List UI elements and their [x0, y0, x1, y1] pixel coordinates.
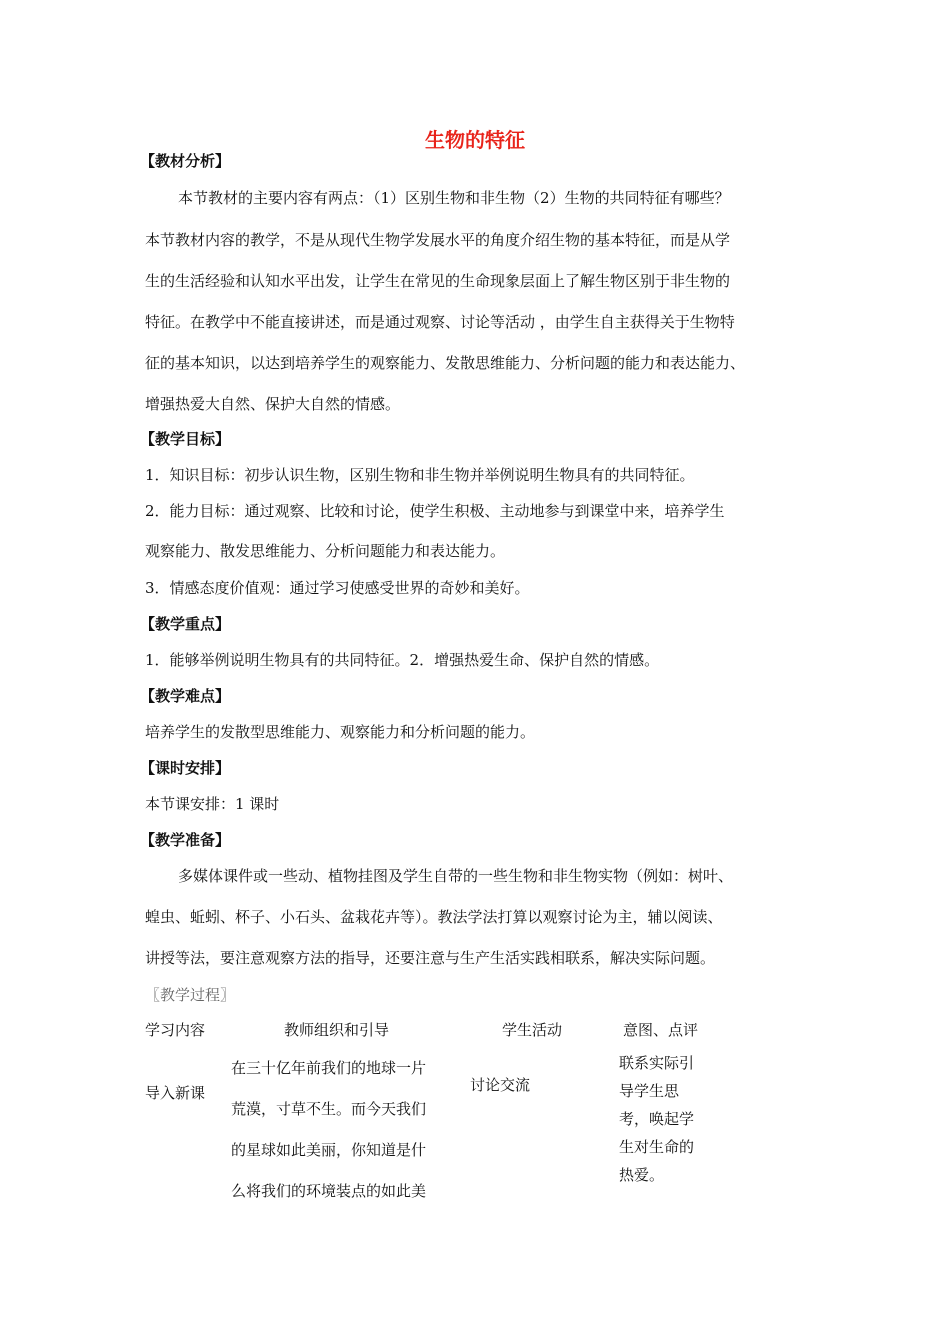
table-cell-teacher-line: 荒漠，寸草不生。而今天我们 [231, 1100, 427, 1118]
section-heading-preparation: 【教学准备】 [140, 831, 231, 849]
table-header-student: 学生活动 [502, 1021, 563, 1039]
section-heading-analysis: 【教材分析】 [140, 152, 231, 170]
table-cell-intent-line: 导学生思 [619, 1082, 680, 1100]
paragraph-line: 1．能够举例说明生物具有的共同特征。2．增强热爱生命、保护自然的情感。 [145, 651, 660, 669]
table-cell-teacher-line: 在三十亿年前我们的地球一片 [231, 1059, 427, 1077]
paragraph-line: 2．能力目标：通过观察、比较和讨论，使学生积极、主动地参与到课堂中来，培养学生 [145, 502, 725, 520]
section-heading-difficulties: 【教学难点】 [140, 687, 231, 705]
paragraph-line: 特征。在教学中不能直接讲述，而是通过观察、讨论等活动 ，由学生自主获得关于生物特 [145, 313, 735, 331]
paragraph-line: 讲授等法，要注意观察方法的指导，还要注意与生产生活实践相联系，解决实际问题。 [145, 949, 716, 967]
table-header-content: 学习内容 [145, 1021, 206, 1039]
paragraph-line: 本节教材的主要内容有两点：（1）区别生物和非生物（2）生物的共同特征有哪些？ [178, 189, 730, 207]
table-cell-teacher-line: 么将我们的环境装点的如此美 [231, 1182, 427, 1200]
paragraph-line: 征的基本知识，以达到培养学生的观察能力、发散思维能力、分析问题的能力和表达能力、 [145, 354, 746, 372]
section-heading-process: 〖教学过程〗 [145, 986, 236, 1004]
page-title: 生物的特征 [425, 128, 525, 152]
paragraph-line: 观察能力、散发思维能力、分析问题能力和表达能力。 [145, 542, 506, 560]
paragraph-line: 1．知识目标：初步认识生物，区别生物和非生物并举例说明生物具有的共同特征。 [145, 466, 695, 484]
table-cell-teacher-line: 的星球如此美丽，你知道是什 [231, 1141, 427, 1159]
paragraph-line: 培养学生的发散型思维能力、观察能力和分析问题的能力。 [145, 723, 536, 741]
paragraph-line: 增强热爱大自然、保护大自然的情感。 [145, 395, 401, 413]
table-cell-intent-line: 联系实际引 [619, 1054, 695, 1072]
section-heading-schedule: 【课时安排】 [140, 759, 231, 777]
table-header-intent: 意图、点评 [623, 1021, 699, 1039]
paragraph-line: 本节教材内容的教学，不是从现代生物学发展水平的角度介绍生物的基本特征，而是从学 [145, 231, 731, 249]
table-cell-intent-line: 考，唤起学 [619, 1110, 695, 1128]
paragraph-line: 生的生活经验和认知水平出发，让学生在常见的生命现象层面上了解生物区别于非生物的 [145, 272, 731, 290]
table-cell-intent-line: 生对生命的 [619, 1138, 695, 1156]
section-heading-goals: 【教学目标】 [140, 430, 231, 448]
paragraph-line: 多媒体课件或一些动、植物挂图及学生自带的一些生物和非生物实物（例如：树叶、 [178, 867, 734, 885]
table-cell-intent-line: 热爱。 [619, 1166, 665, 1184]
paragraph-line: 本节课安排：1 课时 [145, 795, 280, 813]
section-heading-key-points: 【教学重点】 [140, 615, 231, 633]
paragraph-line: 3．情感态度价值观：通过学习使感受世界的奇妙和美好。 [145, 579, 530, 597]
table-header-teacher: 教师组织和引导 [284, 1021, 390, 1039]
table-cell-student: 讨论交流 [470, 1076, 531, 1094]
table-cell-content: 导入新课 [145, 1084, 206, 1102]
paragraph-line: 蝗虫、蚯蚓、杯子、小石头、盆栽花卉等）。教法学法打算以观察讨论为主，辅以阅读、 [145, 908, 723, 926]
